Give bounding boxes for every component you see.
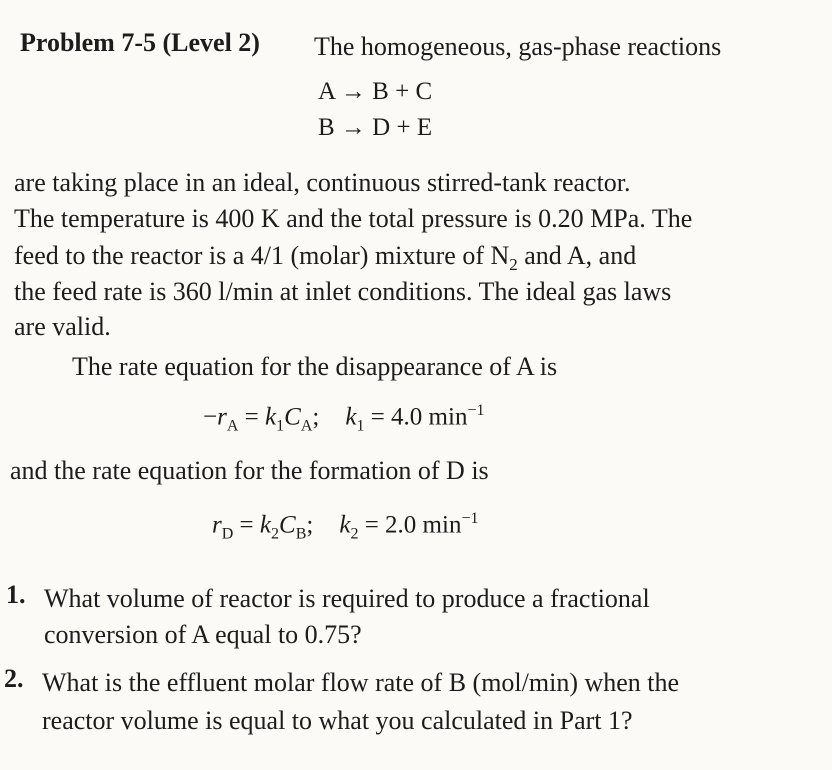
paragraph-2-line-1: The rate equation for the disappearance of A is	[72, 352, 558, 381]
problem-intro: The homogeneous, gas-phase reactions	[314, 32, 722, 61]
question-2-number: 2.	[4, 664, 24, 693]
paragraph-1-line-3: feed to the reactor is a 4/1 (molar) mixture of $N_2$ and A, and	[14, 241, 637, 275]
paragraph-1-line-1: are taking place in an ideal, continuous stirred-tank reactor.	[14, 168, 631, 197]
paragraph-1-line-4: the feed rate is 360 l/min at inlet conditions. The ideal gas laws	[14, 277, 672, 306]
n2-subscript: 2	[509, 255, 518, 275]
rate-equation-d: $r_D = k_2C_B$; $k_2 = 2.0$ $\min^{-1}$	[212, 510, 479, 543]
reaction-1: A → B + C	[318, 78, 433, 105]
paragraph-1-line-2: The temperature is 400 K and the total pressure is 0.20 MPa. The	[14, 204, 693, 233]
reaction-2: B → D + E	[318, 114, 433, 141]
paragraph-3-line-1: and the rate equation for the formation of D is	[10, 456, 489, 485]
question-1-number: 1.	[6, 580, 26, 609]
paragraph-1-line-5: are valid.	[14, 312, 111, 341]
question-1-line-2: conversion of A equal to 0.75?	[44, 620, 362, 649]
question-2-line-2: reactor volume is equal to what you calculated in Part 1?	[42, 706, 633, 735]
question-2-line-1: What is the effluent molar flow rate of B (mol/min) when the	[42, 668, 680, 697]
question-1-line-1: What volume of reactor is required to produce a fractional	[44, 584, 650, 613]
rate-equation-a: $-r_A = k_1C_A$; $k_1 = 4.0$ $\min^{-1}$	[203, 402, 485, 435]
problem-label: Problem 7-5 (Level 2)	[20, 28, 260, 57]
